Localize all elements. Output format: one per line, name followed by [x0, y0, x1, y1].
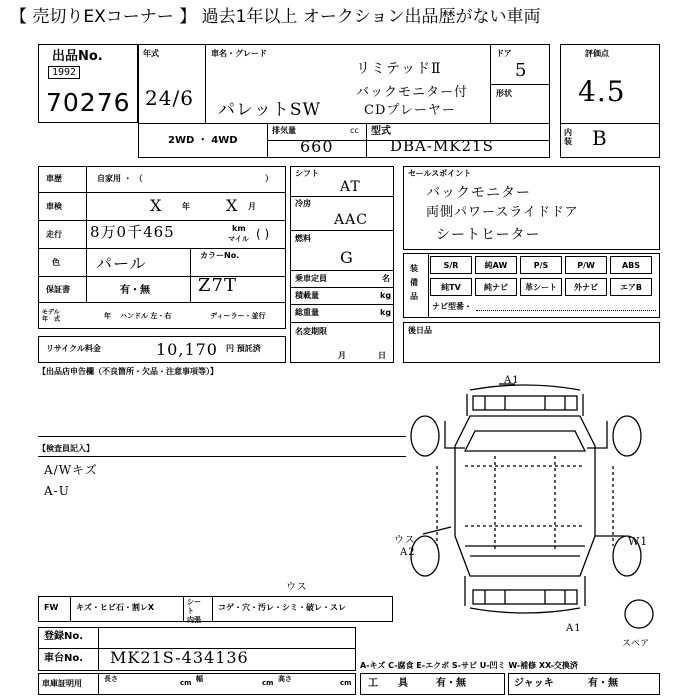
- reg-date-unit: 月: [338, 351, 346, 360]
- mileage-label: 走行: [46, 230, 62, 239]
- mark-w1: W1: [628, 535, 649, 548]
- interior-label: 内装: [564, 128, 572, 146]
- inspector-note-2: A-U: [44, 484, 70, 498]
- after-date-box: [403, 322, 660, 363]
- shift-label: シフト: [295, 169, 319, 178]
- warranty-label: 保証書: [46, 285, 70, 294]
- equip-airbag: エアB: [610, 278, 652, 296]
- sales-line-1: バックモニター: [426, 185, 531, 201]
- tools-options: 有・無: [436, 678, 466, 689]
- capacity-label: 乗車定員: [295, 274, 327, 283]
- interior-value: B: [592, 126, 608, 150]
- inspection-value: X: [150, 196, 163, 215]
- reg-date-label: 名変期限: [295, 327, 327, 336]
- tools-label: 工 具: [368, 678, 408, 689]
- inspector-note-1: A/Wキズ: [44, 463, 98, 477]
- inspection-month: 月: [248, 202, 256, 211]
- grade-line-3: CDプレーヤー: [364, 103, 456, 118]
- weight-unit: kg: [380, 308, 392, 317]
- mileage-unit: km: [232, 224, 246, 233]
- header-title: 【 売切りEXコーナー 】 過去1年以上 オークション出品歴がない車両: [10, 7, 541, 27]
- color-code-value: Z7T: [198, 275, 237, 296]
- cooling-value: AAC: [334, 212, 368, 228]
- after-date-label: 後日品: [408, 326, 432, 335]
- cert-label: 車庫証明用: [42, 679, 82, 688]
- fuel-value: G: [340, 248, 354, 267]
- model-year-unit: 年: [104, 312, 111, 320]
- mark-front: A1: [504, 375, 520, 386]
- cert-length-cm: cm: [180, 679, 192, 687]
- mileage-value: 8万0千465: [90, 223, 175, 241]
- mileage-paren: ( ): [256, 227, 270, 241]
- doors-label: ドア: [496, 49, 512, 58]
- lot-label: 出品No.: [52, 49, 103, 64]
- inspection-month-value: X: [226, 196, 239, 215]
- year-value: 24/6: [145, 86, 194, 110]
- dealer: ディーラー・並行: [210, 312, 266, 320]
- inspector-label: 【検査員記入】: [38, 444, 94, 453]
- spare-label: スペア: [622, 639, 650, 649]
- registration-label: 登録No.: [44, 631, 84, 642]
- year-label: 年式: [143, 49, 159, 58]
- chassis-value: MK21S-434136: [110, 648, 249, 667]
- inspection-year: 年: [182, 202, 190, 211]
- jack-options: 有・無: [588, 678, 618, 689]
- score-label: 評価点: [585, 49, 609, 58]
- sales-line-3: シートヒーター: [436, 227, 541, 243]
- grade-line-2: バックモニター付: [356, 85, 469, 100]
- model-name: パレットSW: [218, 100, 321, 120]
- lot-number: 70276: [46, 88, 131, 117]
- equip-abs: ABS: [610, 256, 652, 274]
- load-unit: kg: [380, 291, 392, 300]
- model-label: 車名・グレード: [211, 49, 267, 58]
- color-value: パール: [96, 254, 147, 273]
- mark-rear: A1: [566, 623, 582, 634]
- cooling-label: 冷房: [295, 199, 311, 208]
- chassis-label: 車台No.: [44, 653, 84, 664]
- color-label: 色: [52, 258, 60, 267]
- defect-items: キズ・ヒビ石・割レX: [76, 603, 155, 612]
- history-close: ）: [265, 174, 273, 183]
- equip-sr: S/R: [430, 256, 472, 274]
- recycle-value: 10,170: [156, 340, 218, 359]
- fw-label: FW: [44, 603, 59, 612]
- model-code-label: 型式: [371, 126, 391, 137]
- cert-length: 長さ: [104, 675, 118, 683]
- mark-a2: A2: [400, 547, 416, 558]
- equip-ps: P/S: [520, 256, 562, 274]
- grade-line-1: リミテッドⅡ: [356, 61, 442, 77]
- lot-code: 1992: [48, 66, 80, 79]
- sales-line-2: 両側パワースライドドア: [426, 205, 579, 220]
- cert-height-cm: cm: [340, 679, 352, 687]
- sales-point-label: セールスポイント: [408, 169, 472, 178]
- warranty-options: 有・無: [120, 285, 150, 296]
- capacity-unit: 名: [382, 274, 390, 283]
- shift-value: AT: [340, 179, 361, 195]
- history-label: 車歴: [46, 174, 62, 183]
- car-damage-diagram: [395, 376, 660, 651]
- mark-ws: ウス: [394, 535, 416, 546]
- mileage-mile: マイル: [228, 235, 249, 243]
- declaration-label: 【出品店申告欄（不良箇所・欠品・注意事項等）】: [38, 367, 218, 376]
- cert-width-cm: cm: [262, 679, 274, 687]
- equip-leather: 革シート: [520, 278, 562, 296]
- equip-aw: 純AW: [475, 256, 517, 274]
- history-options: 自家用 ・ （: [97, 174, 143, 183]
- equip-pw: P/W: [565, 256, 607, 274]
- recycle-label: リサイクル料金: [46, 344, 101, 353]
- navi-model-label: ナビ型番・: [432, 302, 472, 311]
- equipment-label: 装 備 品: [410, 264, 418, 301]
- load-label: 積載量: [295, 291, 319, 300]
- equip-navi: 純ナビ: [475, 278, 517, 296]
- shape-label: 形状: [496, 89, 512, 98]
- displacement-label: 排気量: [272, 126, 296, 135]
- drive-label: 2WD ・ 4WD: [168, 135, 238, 146]
- model-code-value: DBA-MK21S: [390, 137, 494, 155]
- inspection-label: 車検: [46, 202, 62, 211]
- model-year-label: モデル 年 式: [42, 309, 61, 323]
- color-code-label: カラーNo.: [200, 251, 240, 260]
- displacement-value: 660: [300, 137, 334, 156]
- handle: ハンドル 左・右: [120, 312, 172, 320]
- reg-date-day: 日: [378, 351, 386, 360]
- jack-label: ジャッキ: [514, 678, 554, 689]
- displacement-unit: cc: [350, 126, 359, 135]
- mark-fw: ウス: [286, 582, 308, 593]
- equip-ext-navi: 外ナビ: [565, 278, 607, 296]
- doors-value: 5: [515, 60, 528, 81]
- cert-height: 高さ: [278, 675, 292, 683]
- weight-label: 総重量: [295, 308, 319, 317]
- recycle-unit: 円 預託済: [226, 344, 261, 353]
- score-value: 4.5: [578, 75, 626, 108]
- equip-tv: 純TV: [430, 278, 472, 296]
- fuel-label: 燃料: [295, 234, 311, 243]
- defect-detail: コゲ・穴・汚レ・シミ・破レ・スレ: [218, 603, 346, 612]
- legend-text: A-キズ C-腐食 E-エクボ S-サビ U-凹ミ W-補修 XX-交換済: [360, 661, 578, 670]
- cert-width: 幅: [196, 675, 203, 683]
- seat-label: シート 内張: [187, 598, 201, 624]
